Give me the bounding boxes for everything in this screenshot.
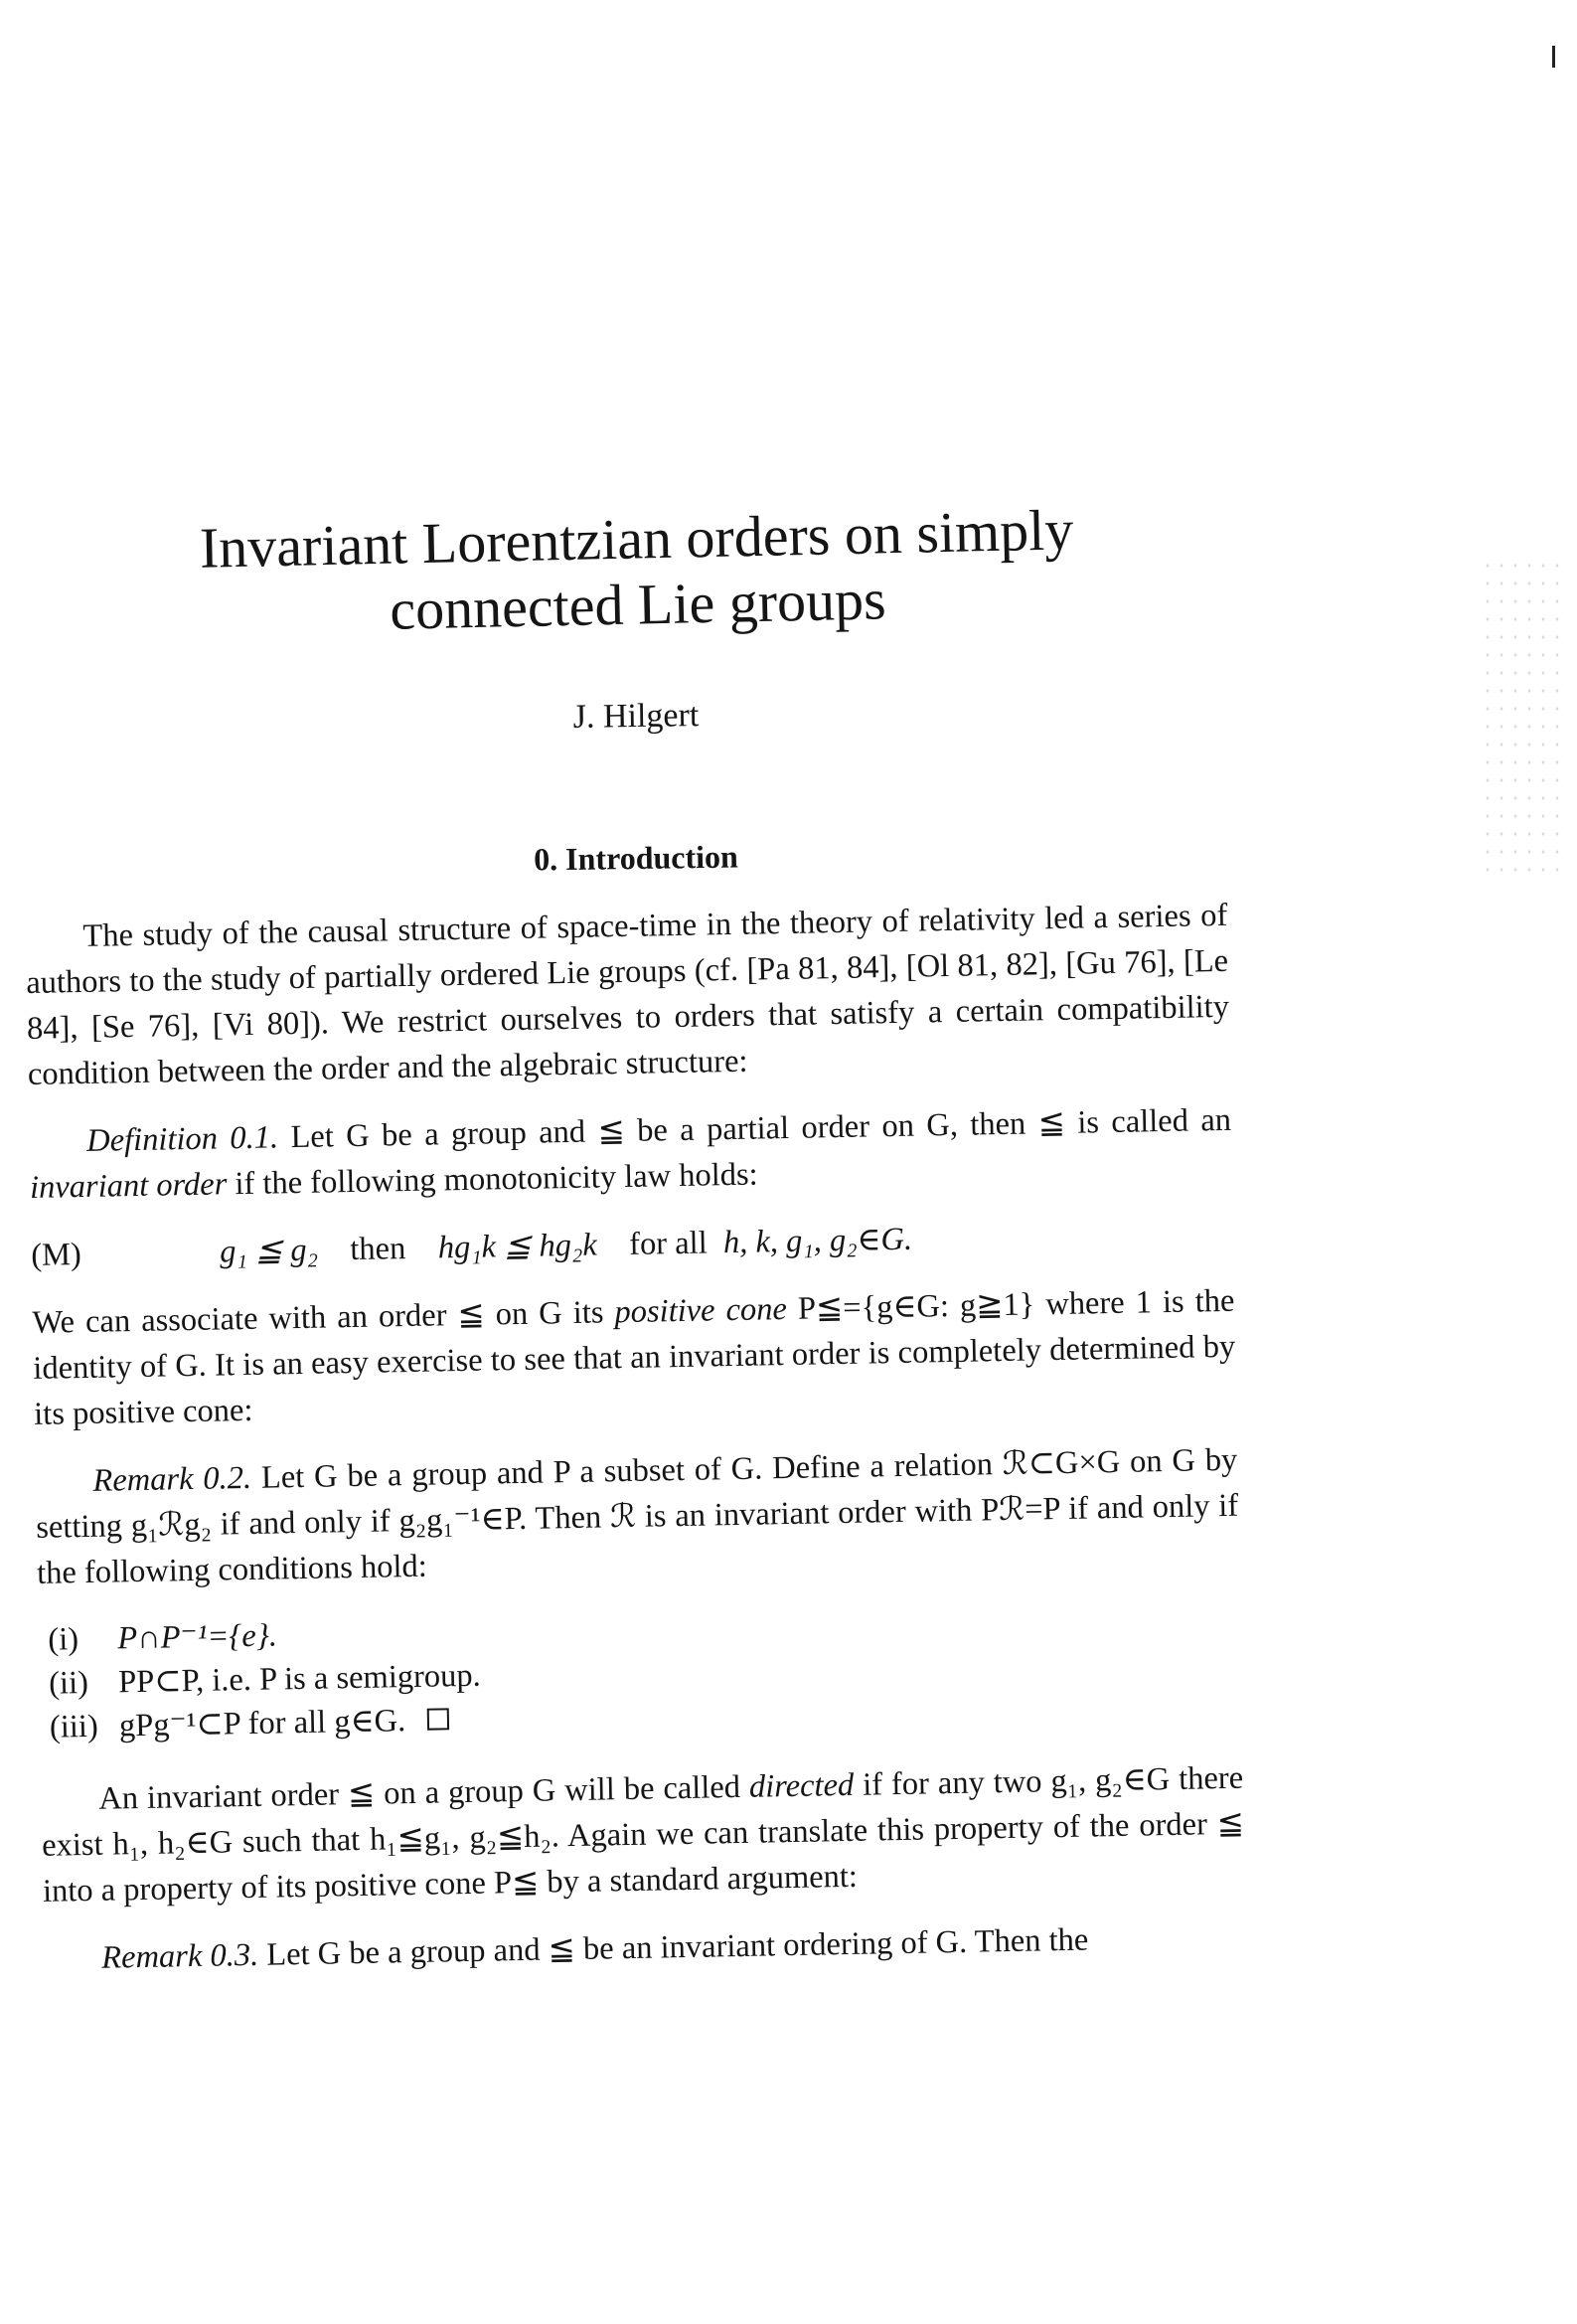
law-conclusion: hg₁k ≦ hg₂k xyxy=(437,1227,598,1266)
law-then: then xyxy=(349,1231,406,1268)
body-text xyxy=(25,893,1247,2004)
definition-0-1 xyxy=(29,1097,1232,1211)
remark3-label: Remark 0.3. xyxy=(100,1936,259,1976)
title-line-1: Invariant Lorentzian orders on simply xyxy=(199,497,1074,581)
condition-number: (iii) xyxy=(49,1708,99,1745)
para3-text-a: An invariant order ≦ on a group G will be called xyxy=(97,1768,750,1817)
remark3-text: Let G be a group and ≦ be an invariant ordering of G. Then the xyxy=(257,1921,1089,1973)
condition-text: P∩P⁻¹={e}. xyxy=(117,1617,278,1657)
remark-0-2 xyxy=(35,1437,1239,1596)
positive-cone-paragraph xyxy=(32,1278,1236,1437)
condition-text: PP⊂P, i.e. P is a semigroup. xyxy=(117,1657,482,1701)
definition-label: Definition 0.1. xyxy=(85,1119,279,1159)
law-formula xyxy=(220,1217,913,1275)
qed-box-icon xyxy=(427,1708,449,1730)
conditions-list xyxy=(48,1596,1242,1749)
definition-text-b: if the following monotonicity law holds: xyxy=(226,1156,758,1203)
para3-text-b: if for any two g₁, g₂∈G there exist h₁, h₂∈G such that h₁≦g₁, g₂≦h₂. Again we can translate this property of the order ≦ into a property of its positive cone P≦ by a standard argument: xyxy=(41,1759,1245,1909)
title-line-2: connected Lie groups xyxy=(389,567,887,642)
law-premise: g₁ ≦ g₂ xyxy=(219,1232,319,1270)
directed-paragraph xyxy=(41,1755,1245,1914)
law-quantifier: h, k, g₁, g₂∈G. xyxy=(722,1221,913,1261)
author: J. Hilgert xyxy=(572,697,700,736)
remark-0-3 xyxy=(44,1914,1247,1982)
definition-term: invariant order xyxy=(29,1166,228,1206)
definition-text-a: Let G be a group and ≦ be a partial order on G, then ≦ is called an xyxy=(277,1101,1232,1156)
condition-number: (ii) xyxy=(48,1664,89,1702)
condition-text: gPg⁻¹⊂P for all g∈G. xyxy=(118,1703,406,1744)
remark2-label: Remark 0.2. xyxy=(92,1459,252,1499)
condition-number: (i) xyxy=(48,1621,79,1658)
law-for-all: for all xyxy=(628,1225,709,1262)
remark2-text: Let G be a group and P a subset of G. Define a relation ℛ⊂G×G on G by setting g₁ℛg₂ if and only if g₂g₁⁻¹∈P. Then ℛ is an invariant order with Pℛ=P if and only if the following conditions hold: xyxy=(35,1441,1239,1591)
section-heading: 0. Introduction xyxy=(533,838,739,878)
scan-noise xyxy=(1481,557,1560,875)
monotonicity-law xyxy=(31,1211,1234,1278)
scan-edge-mark xyxy=(1552,46,1555,68)
paper-title xyxy=(139,496,1136,648)
law-tag: (M) xyxy=(30,1237,82,1273)
para2-text-b: P≦={g∈G: g≧1} where 1 is the identity of G. It is an easy exercise to see that an invariant order is completely determined by its positive cone: xyxy=(33,1282,1236,1432)
para2-term: positive cone xyxy=(614,1291,788,1331)
intro-paragraph: The study of the causal structure of space-time in the theory of relativity led a series of authors to the study of partially ordered Lie groups (cf. [Pa 81, 84], [Ol 81, 82], [Gu 76], [Le 84], [Se 76], [Vi 80]). We restrict ourselves to orders that satisfy a certain compatibility condition between the order and the algebraic structure: xyxy=(25,897,1230,1092)
para2-text-a: We can associate with an order ≦ on G its xyxy=(32,1294,615,1341)
para3-term: directed xyxy=(748,1766,855,1805)
